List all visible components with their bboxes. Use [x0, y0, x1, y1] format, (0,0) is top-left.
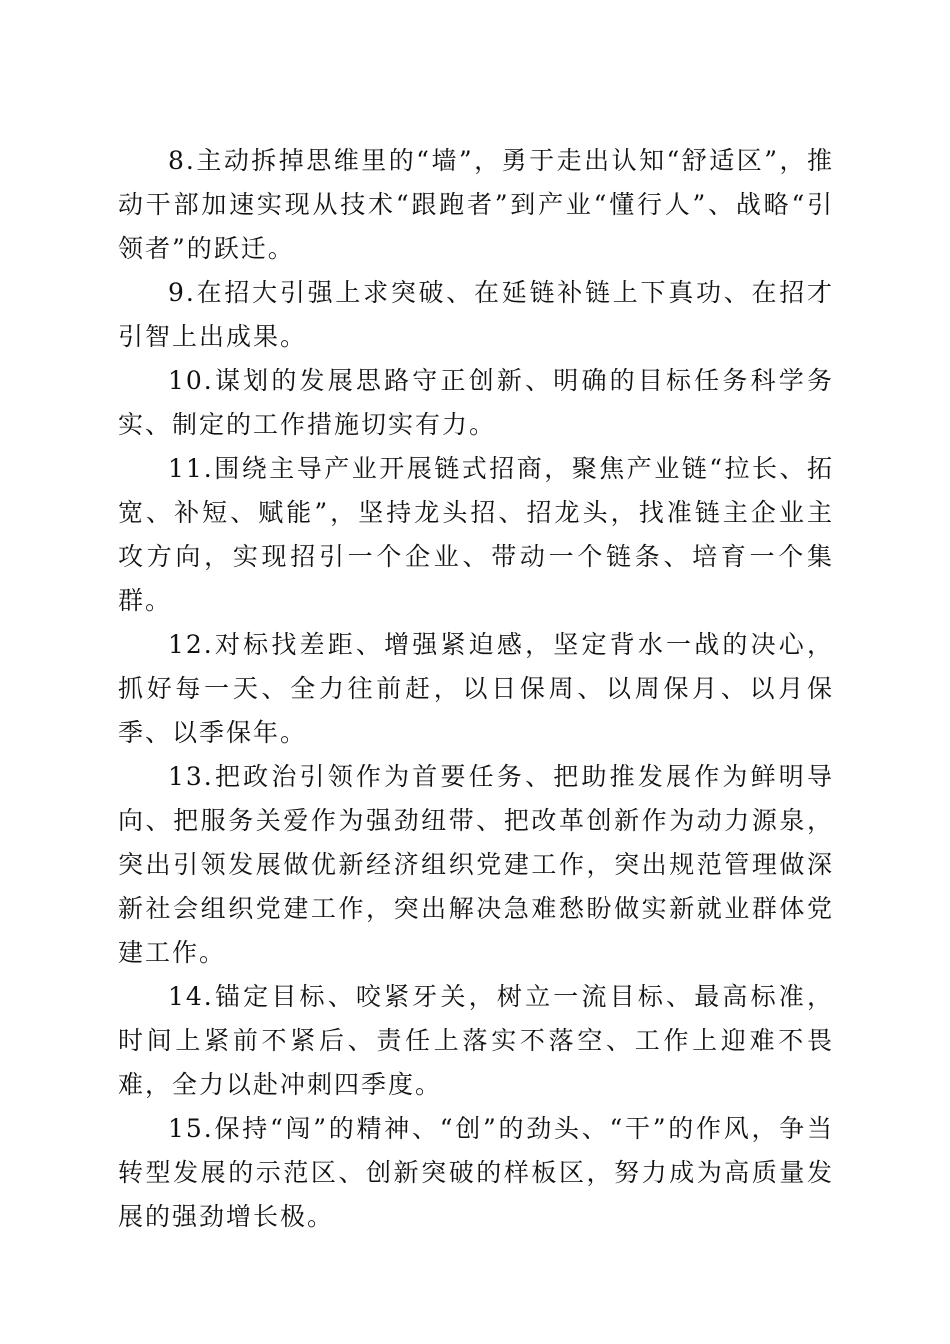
paragraph-15: 15.保持“闯”的精神、“创”的劲头、“干”的作风，争当转型发展的示范区、创新突破的样板区，努力成为高质量发展的强劲增长极。 [118, 1114, 834, 1231]
paragraph-9: 9.在招大引强上求突破、在延链补链上下真功、在招才引智上出成果。 [118, 278, 834, 351]
paragraph-13: 13.把政治引领作为首要任务、把助推发展作为鲜明导向、把服务关爱作为强劲纽带、把改革创新作为动力源泉，突出引领发展做优新经济组织党建工作，突出规范管理做深新社会组织党建工作，突出解决急难愁盼做实新就业群体党建工作。 [118, 762, 834, 967]
paragraph-14: 14.锚定目标、咬紧牙关，树立一流目标、最高标准，时间上紧前不紧后、责任上落实不落空、工作上迎难不畏难，全力以赴冲刺四季度。 [118, 982, 834, 1099]
document-body [118, 139, 834, 1239]
paragraph-12: 12.对标找差距、增强紧迫感，坚定背水一战的决心，抓好每一天、全力往前赶，以日保周、以周保月、以月保季、以季保年。 [118, 630, 834, 747]
paragraph-8: 8.主动拆掉思维里的“墙”，勇于走出认知“舒适区”，推动干部加速实现从技术“跟跑者”到产业“懂行人”、战略“引领者”的跃迁。 [118, 146, 834, 263]
paragraph-10: 10.谋划的发展思路守正创新、明确的目标任务科学务实、制定的工作措施切实有力。 [118, 366, 834, 439]
paragraph-11: 11.围绕主导产业开展链式招商，聚焦产业链“拉长、拓宽、补短、赋能”，坚持龙头招、招龙头，找准链主企业主攻方向，实现招引一个企业、带动一个链条、培育一个集群。 [118, 454, 834, 615]
